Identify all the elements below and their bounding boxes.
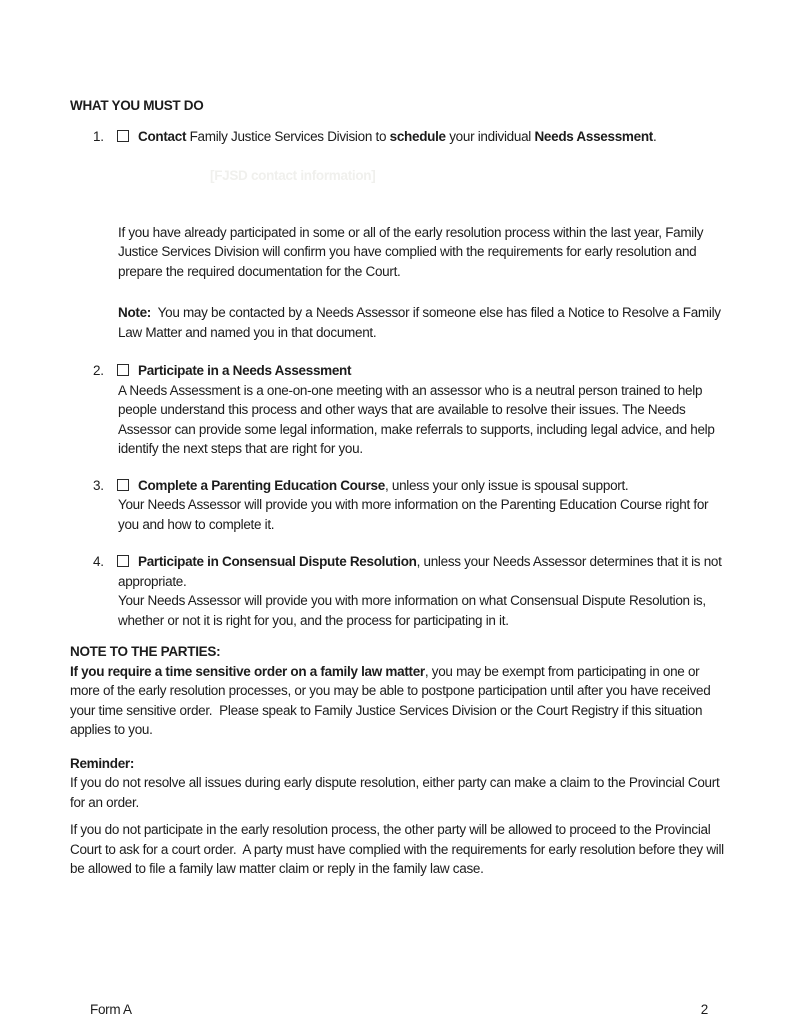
checklist-item-1-title-line bbox=[93, 127, 730, 147]
note-to-parties-paragraph: If you require a time sensitive order on a family law matter, you may be exempt from participating in one or more of the early resolution processes, or you may be able to postpone participation until after you have received your time sensitive order. Please speak to Family Justice Services Division or the Court Registry if this situation applies to you. bbox=[70, 663, 714, 737]
item-3-title-text: Complete a Parenting Education Course, unless your only issue is spousal support. bbox=[138, 477, 629, 493]
heading-what-you-must-do: WHAT YOU MUST DO bbox=[70, 98, 204, 113]
checklist-item-2-title-line bbox=[93, 361, 730, 381]
checklist-item-1 bbox=[70, 127, 730, 343]
footer-page-number: 2 bbox=[700, 1002, 708, 1017]
checklist-item-2 bbox=[70, 361, 730, 459]
item-1-number: 1. bbox=[93, 128, 104, 144]
page-footer bbox=[90, 1000, 708, 1020]
checklist-item-3-title-line bbox=[93, 476, 730, 496]
reminder-paragraph-1: If you do not resolve all issues during early dispute resolution, either party can make a claim to the Provincial Court for an order. bbox=[70, 775, 723, 810]
item-2-title-text: Participate in a Needs Assessment bbox=[138, 363, 352, 378]
item-3-checkbox[interactable] bbox=[117, 479, 129, 491]
footer-form-label: Form A bbox=[90, 1002, 132, 1017]
item-2-number: 2. bbox=[93, 363, 104, 378]
item-2-body: A Needs Assessment is a one-on-one meeting with an assessor who is a neutral person trained to help people understand this process and other ways that are available to resolve their issues. The Needs Assessor can provide some legal information, make referrals to supports, including legal advice, and help identify the next steps that are right for you. bbox=[118, 382, 719, 456]
item-4-number: 4. bbox=[93, 554, 104, 569]
reminder-heading: Reminder: bbox=[70, 755, 135, 771]
item-4-checkbox[interactable] bbox=[117, 555, 129, 567]
item-3-number: 3. bbox=[93, 477, 104, 493]
item-1-title-text: Contact Family Justice Services Division to schedule your individual Needs Assessment. bbox=[138, 128, 657, 144]
checklist-item-4-title-line bbox=[93, 552, 730, 591]
item-3-body: Your Needs Assessor will provide you with more information on the Parenting Education Course right for you and how to complete it. bbox=[118, 497, 712, 532]
item-4-title-text: Participate in Consensual Dispute Resolution, unless your Needs Assessor determines that it is not appropriate. bbox=[118, 554, 726, 589]
checklist-item-3 bbox=[70, 476, 730, 535]
item-1-checkbox[interactable] bbox=[117, 130, 129, 142]
note-to-parties-section bbox=[70, 642, 730, 740]
item-1-note-paragraph: Note: You may be contacted by a Needs Assessor if someone else has filed a Notice to Resolve a Family Law Matter and named you in that document. bbox=[118, 305, 725, 340]
checklist-item-4 bbox=[70, 552, 730, 630]
note-to-parties-heading: NOTE TO THE PARTIES: bbox=[70, 644, 221, 659]
item-4-body: Your Needs Assessor will provide you with more information on what Consensual Dispute Resolution is, whether or not it is right for you, and the process for participating in it. bbox=[118, 593, 710, 628]
item-1-paragraph: If you have already participated in some or all of the early resolution process within the last year, Family Justice Services Division will confirm you have complied with the requirements for early resolution and prepare the required documentation for the Court. bbox=[118, 224, 707, 279]
fjsd-contact-placeholder: [FJSD contact information] bbox=[210, 168, 376, 183]
reminder-section bbox=[70, 754, 730, 879]
reminder-paragraph-2: If you do not participate in the early resolution process, the other party will be allowed to proceed to the Provincial Court to ask for a court order. A party must have complied with the requirements for early resolution before they will be allowed to file a family law matter claim or reply in the family law case. bbox=[70, 822, 728, 876]
item-2-checkbox[interactable] bbox=[117, 364, 129, 376]
